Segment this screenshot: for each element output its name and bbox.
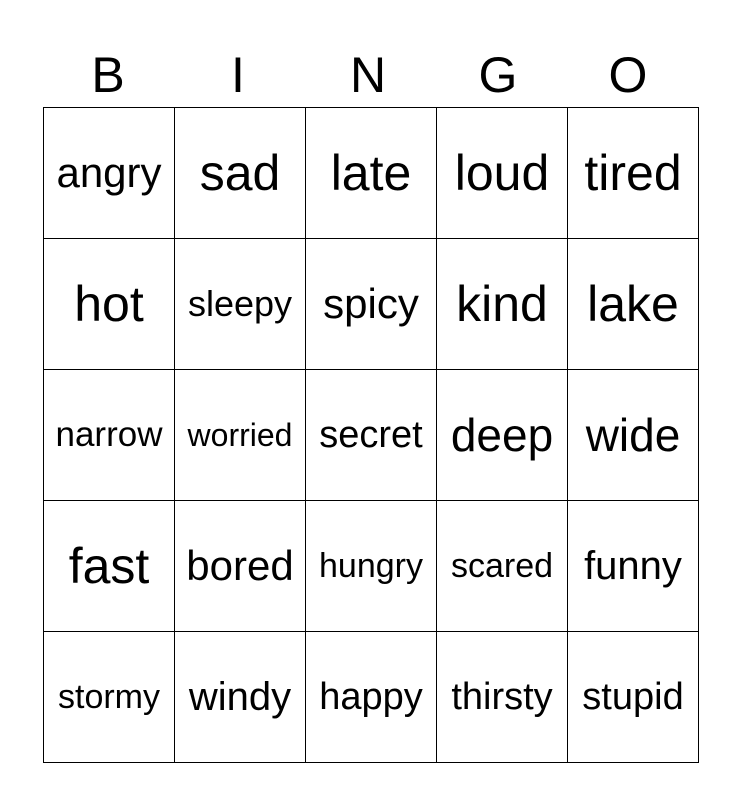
board-row — [44, 108, 699, 239]
bingo-cell[interactable]: spicy — [306, 239, 437, 370]
bingo-cell[interactable]: hot — [44, 239, 175, 370]
bingo-cell[interactable]: loud — [437, 108, 568, 239]
board-row — [44, 632, 699, 763]
bingo-cell[interactable]: stormy — [44, 632, 175, 763]
header-letter-b: B — [91, 47, 125, 103]
bingo-cell[interactable]: happy — [306, 632, 437, 763]
bingo-cell[interactable]: kind — [437, 239, 568, 370]
header-letter-o: O — [608, 47, 648, 103]
bingo-cell[interactable]: lake — [568, 239, 699, 370]
bingo-cell[interactable]: late — [306, 108, 437, 239]
bingo-cell[interactable]: tired — [568, 108, 699, 239]
bingo-cell[interactable]: secret — [306, 370, 437, 501]
bingo-cell[interactable]: narrow — [44, 370, 175, 501]
bingo-cell[interactable]: hungry — [306, 501, 437, 632]
bingo-cell[interactable]: sad — [175, 108, 306, 239]
bingo-board — [43, 107, 699, 763]
bingo-cell[interactable]: angry — [44, 108, 175, 239]
header-letter-g: G — [478, 47, 518, 103]
header-letter-n: N — [349, 47, 387, 103]
bingo-header — [43, 44, 693, 106]
board-row — [44, 239, 699, 370]
bingo-cell[interactable]: scared — [437, 501, 568, 632]
header-letter-i: I — [231, 47, 245, 103]
board-row — [44, 501, 699, 632]
bingo-cell[interactable]: wide — [568, 370, 699, 501]
bingo-cell[interactable]: fast — [44, 501, 175, 632]
bingo-cell[interactable]: worried — [175, 370, 306, 501]
bingo-cell[interactable]: sleepy — [175, 239, 306, 370]
bingo-cell[interactable]: funny — [568, 501, 699, 632]
bingo-cell[interactable]: deep — [437, 370, 568, 501]
board-row — [44, 370, 699, 501]
bingo-cell[interactable]: thirsty — [437, 632, 568, 763]
bingo-cell[interactable]: windy — [175, 632, 306, 763]
bingo-cell[interactable]: bored — [175, 501, 306, 632]
bingo-cell[interactable]: stupid — [568, 632, 699, 763]
